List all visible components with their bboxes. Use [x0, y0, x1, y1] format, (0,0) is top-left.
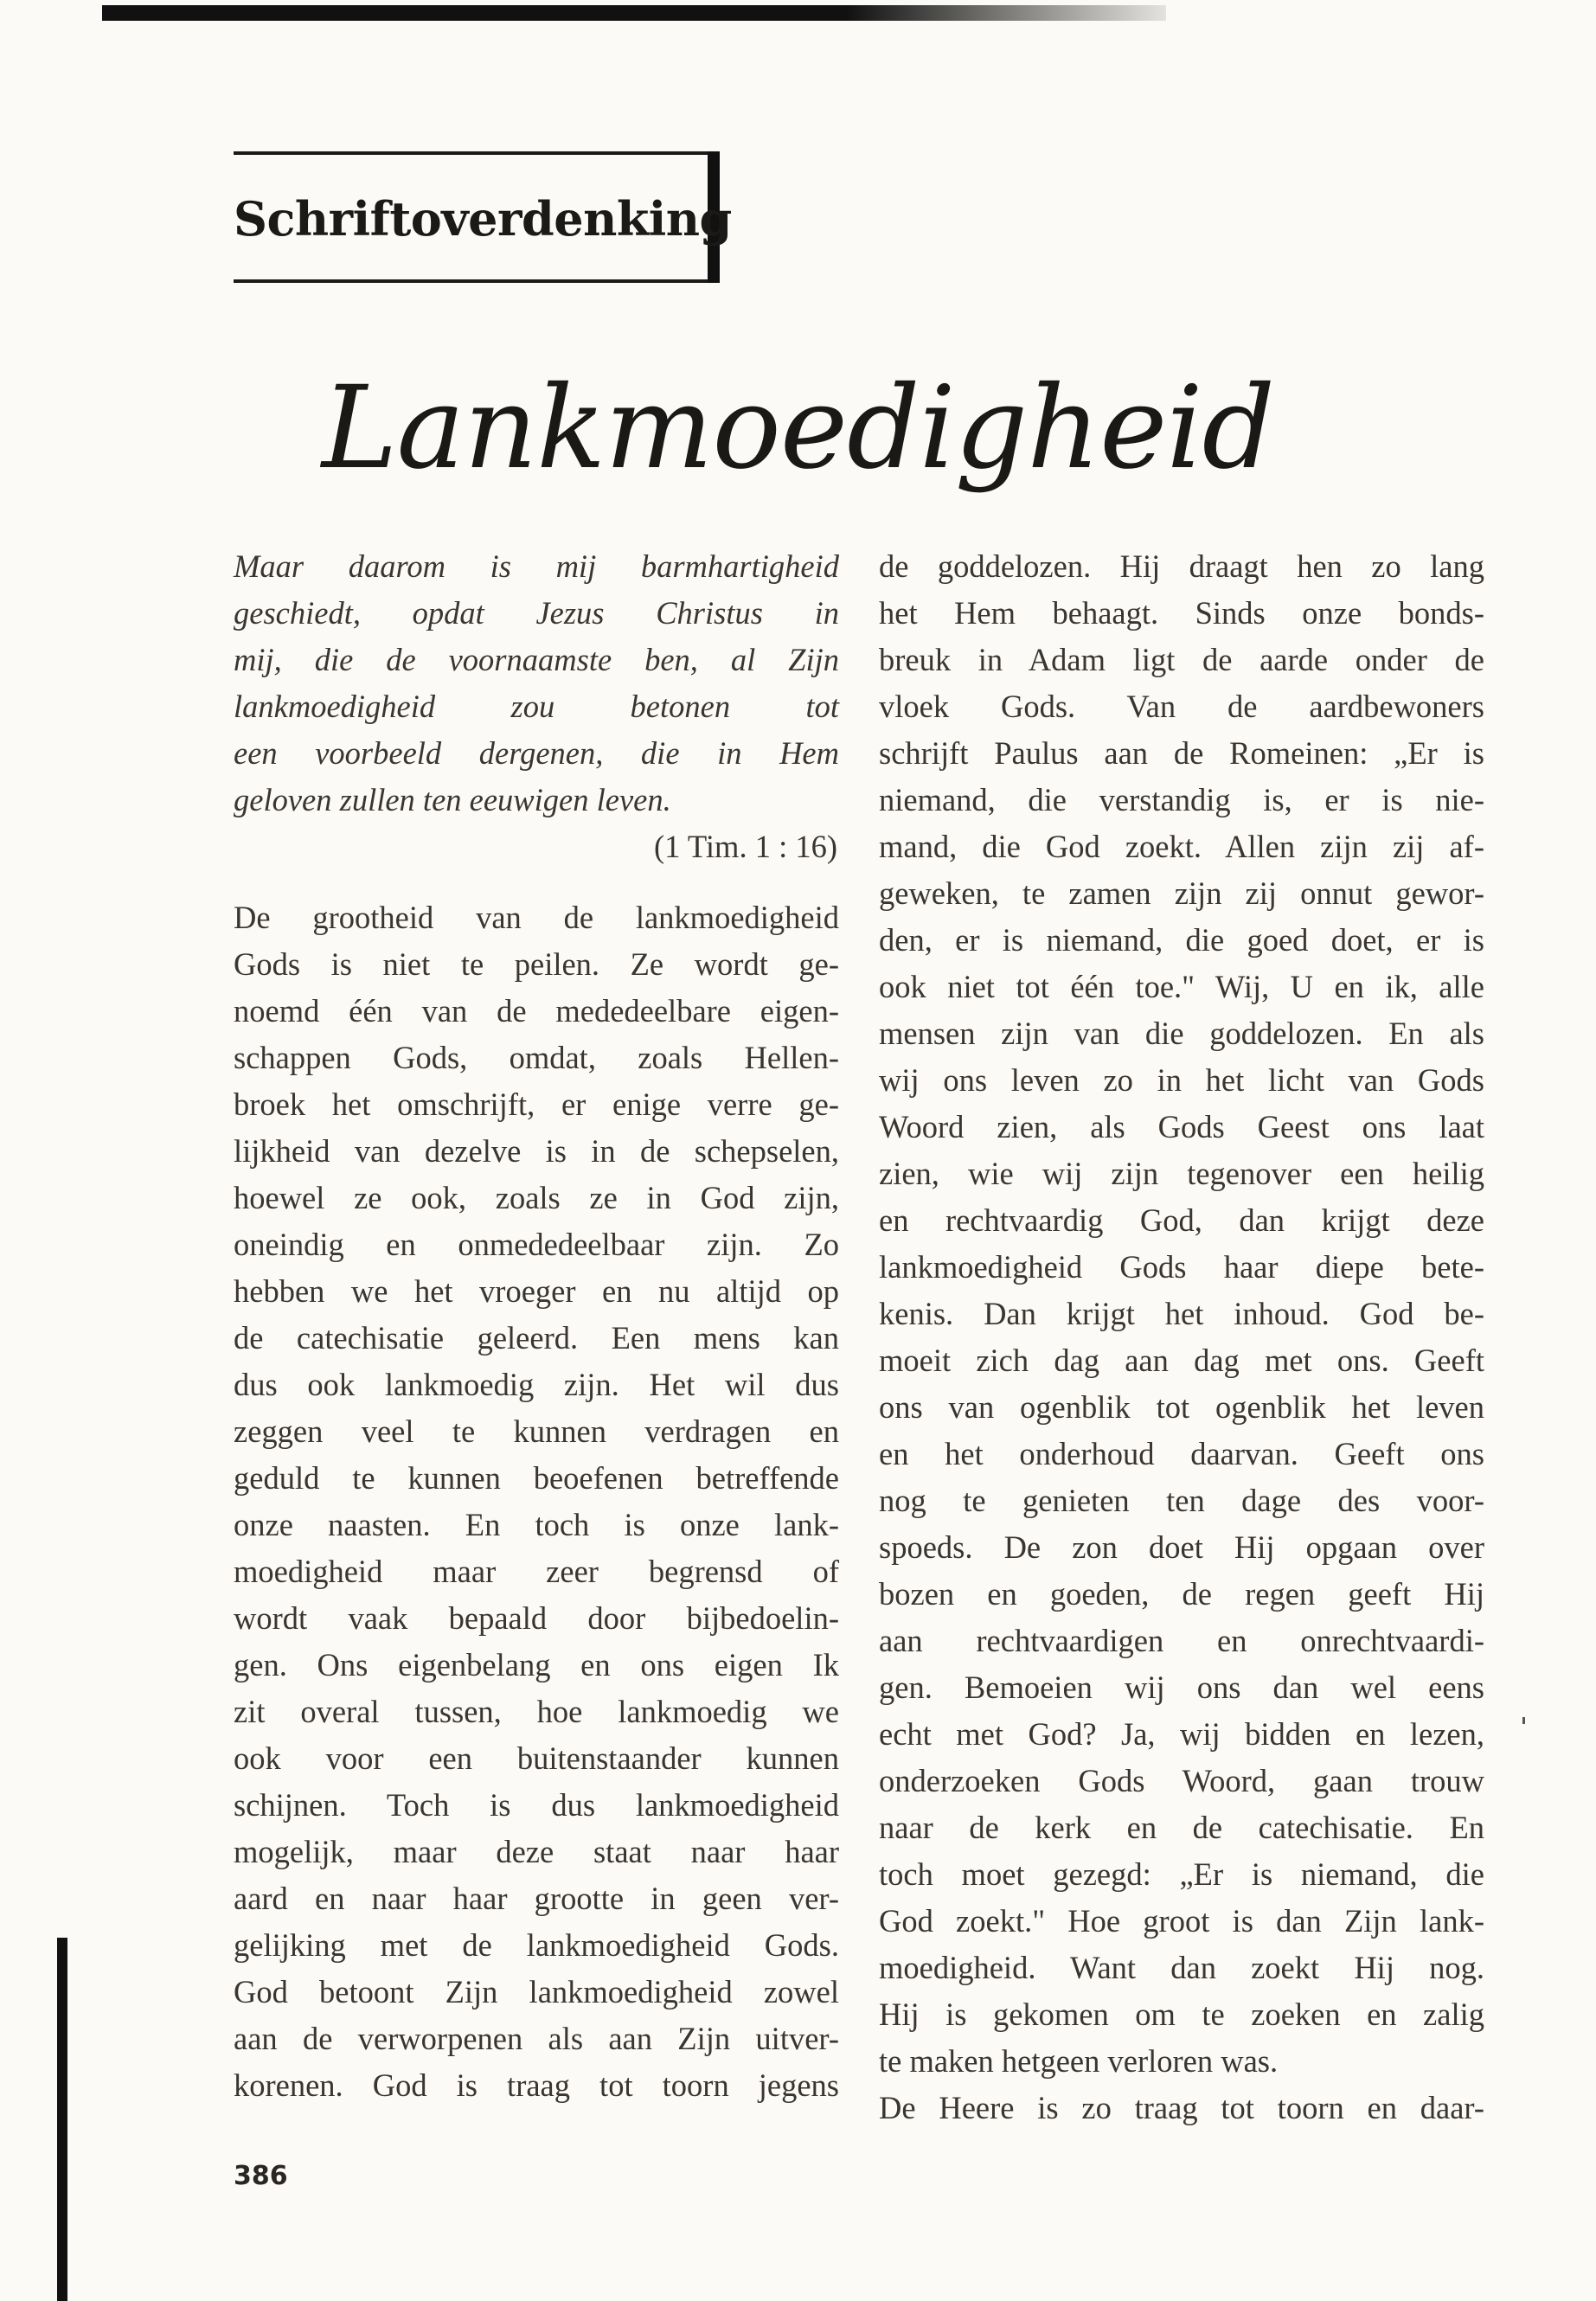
body-line: aan de verworpenen als aan Zijn uitver-: [234, 2021, 839, 2056]
body-line: lijkheid van dezelve is in de schepselen,: [234, 1133, 839, 1169]
body-line: zit overal tussen, hoe lankmoedig we: [234, 1694, 839, 1729]
body-line: schrijft Paulus aan de Romeinen: „Er is: [879, 735, 1484, 771]
body-line: bozen en goeden, de regen geeft Hij: [879, 1576, 1484, 1612]
body-line: aard en naar haar grootte in geen ver-: [234, 1881, 839, 1916]
body-line: onderzoeken Gods Woord, gaan trouw: [879, 1763, 1484, 1798]
body-line: mensen zijn van die goddelozen. En als: [879, 1016, 1484, 1051]
section-heading: Schriftoverdenking: [234, 191, 732, 247]
body-line: ook voor een buitenstaander kunnen: [234, 1740, 839, 1776]
body-line: en rechtvaardig God, dan krijgt deze: [879, 1202, 1484, 1238]
body-line: nog te genieten ten dage des voor-: [879, 1483, 1484, 1518]
quote-line: een voorbeeld dergenen, die in Hem: [234, 735, 839, 771]
scan-speck: [1522, 1717, 1525, 1724]
body-line: zeggen veel te kunnen verdragen en: [234, 1413, 839, 1449]
left-margin-rule: [57, 1938, 67, 2301]
body-line: hebben we het vroeger en nu altijd op: [234, 1273, 839, 1309]
left-body-text: [234, 894, 839, 2109]
body-line: gen. Bemoeien wij ons dan wel eens: [879, 1670, 1484, 1705]
body-line: broek het omschrijft, er enige verre ge-: [234, 1086, 839, 1122]
body-line: de catechisatie geleerd. Een mens kan: [234, 1320, 839, 1356]
body-line: het Hem behaagt. Sinds onze bonds-: [879, 595, 1484, 631]
body-line: vloek Gods. Van de aardbewoners: [879, 689, 1484, 724]
body-line: echt met God? Ja, wij bidden en lezen,: [879, 1716, 1484, 1752]
article-title: Lankmoedigheid: [321, 362, 1275, 495]
section-rule-bottom: [234, 279, 720, 283]
quote-line: lankmoedigheid zou betonen tot: [234, 689, 839, 724]
body-line: en het onderhoud daarvan. Geeft ons: [879, 1436, 1484, 1471]
quote-line: mij, die de voornaamste ben, al Zijn: [234, 642, 839, 677]
body-line: gelijking met de lankmoedigheid Gods.: [234, 1927, 839, 1963]
body-line: spoeds. De zon doet Hij opgaan over: [879, 1529, 1484, 1565]
body-line: moeit zich dag aan dag met ons. Geeft: [879, 1343, 1484, 1378]
scripture-quote: [234, 543, 839, 824]
body-line: Woord zien, als Gods Geest ons laat: [879, 1109, 1484, 1144]
body-line: schappen Gods, omdat, zoals Hellen-: [234, 1040, 839, 1075]
body-line: kenis. Dan krijgt het inhoud. God be-: [879, 1296, 1484, 1331]
body-line: geduld te kunnen beoefenen betreffende: [234, 1460, 839, 1496]
body-line: ons van ogenblik tot ogenblik het leven: [879, 1389, 1484, 1425]
body-line: mogelijk, maar deze staat naar haar: [234, 1834, 839, 1869]
section-rule-top: [234, 151, 720, 155]
body-line: lankmoedigheid Gods haar diepe bete-: [879, 1249, 1484, 1285]
body-line: toch moet gezegd: „Er is niemand, die: [879, 1856, 1484, 1892]
body-line: naar de kerk en de catechisatie. En: [879, 1810, 1484, 1845]
body-line: de goddelozen. Hij draagt hen zo lang: [879, 548, 1484, 584]
body-line: niemand, die verstandig is, er is nie-: [879, 782, 1484, 817]
body-line: aan rechtvaardigen en onrechtvaardi-: [879, 1623, 1484, 1658]
scripture-reference: (1 Tim. 1 : 16): [654, 829, 837, 864]
body-line: oneindig en onmededeelbaar zijn. Zo: [234, 1227, 839, 1262]
body-line: te maken hetgeen verloren was.: [879, 2043, 1279, 2079]
body-line: Hij is gekomen om te zoeken en zalig: [879, 1997, 1484, 2032]
quote-line: geschiedt, opdat Jezus Christus in: [234, 595, 839, 631]
top-border-rule: [102, 5, 1166, 21]
quote-line: geloven zullen ten eeuwigen leven.: [234, 782, 671, 817]
left-column: [234, 543, 839, 2109]
body-line: korenen. God is traag tot toorn jegens: [234, 2067, 839, 2103]
body-line: hoewel ze ook, zoals ze in God zijn,: [234, 1180, 839, 1215]
body-line: wij ons leven zo in het licht van Gods: [879, 1062, 1484, 1098]
body-line: schijnen. Toch is dus lankmoedigheid: [234, 1787, 839, 1823]
body-line: moedigheid maar zeer begrensd of: [234, 1554, 839, 1589]
body-line: God zoekt." Hoe groot is dan Zijn lank-: [879, 1903, 1484, 1939]
body-line: breuk in Adam ligt de aarde onder de: [879, 642, 1484, 677]
section-heading-box: [234, 151, 732, 283]
body-line: God betoont Zijn lankmoedigheid zowel: [234, 1974, 839, 2009]
body-line: gen. Ons eigenbelang en ons eigen Ik: [234, 1647, 839, 1682]
body-line: ook niet tot één toe." Wij, U en ik, alle: [879, 969, 1484, 1004]
body-line: onze naasten. En toch is onze lank-: [234, 1507, 839, 1542]
body-line: geweken, te zamen zijn zij onnut gewor-: [879, 875, 1484, 911]
body-line: mand, die God zoekt. Allen zijn zij af-: [879, 829, 1484, 864]
body-line: Gods is niet te peilen. Ze wordt ge-: [234, 946, 839, 982]
body-line: moedigheid. Want dan zoekt Hij nog.: [879, 1950, 1484, 1985]
body-line: den, er is niemand, die goed doet, er is: [879, 922, 1484, 958]
quote-line: Maar daarom is mij barmhartigheid: [234, 548, 839, 584]
body-line: wordt vaak bepaald door bijbedoelin-: [234, 1600, 839, 1636]
body-line: noemd één van de mededeelbare eigen-: [234, 993, 839, 1029]
page-number: 386: [234, 2161, 288, 2191]
body-line: De Heere is zo traag tot toorn en daar-: [879, 2090, 1484, 2125]
body-line: zien, wie wij zijn tegenover een heilig: [879, 1156, 1484, 1191]
right-column: [879, 543, 1484, 2131]
body-line: De grootheid van de lankmoedigheid: [234, 900, 839, 935]
body-line: dus ook lankmoedig zijn. Het wil dus: [234, 1367, 839, 1402]
